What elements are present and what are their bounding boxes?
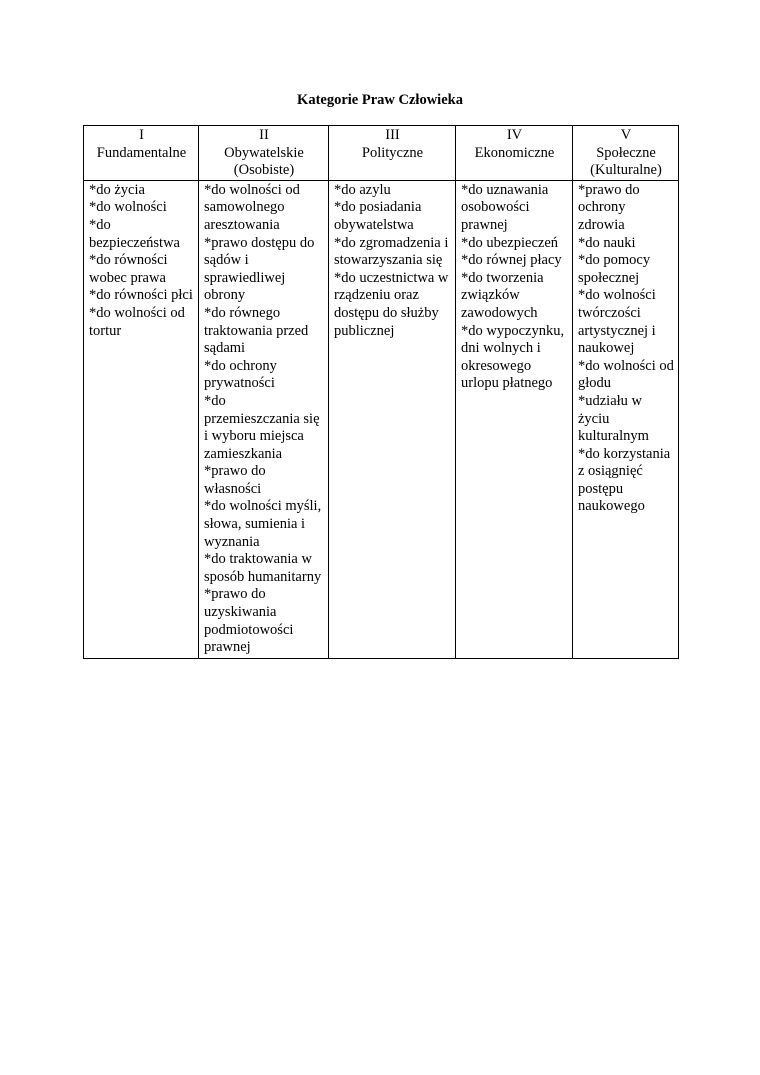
list-item: *do ochrony prywatności [204, 357, 277, 392]
column-ekonomiczne [456, 180, 573, 658]
page-title: Kategorie Praw Człowieka [297, 92, 463, 108]
header-numeral: III [385, 127, 400, 143]
rights-categories-table [83, 125, 679, 659]
header-obywatelskie [199, 126, 329, 181]
list-item: *do bezpieczeństwa [89, 216, 180, 251]
header-numeral: V [620, 127, 632, 143]
list-item: *do wypoczynku, dni wolnych i okresowego urlopu płatnego [461, 322, 565, 392]
list-item: *do równego traktowania przed sądami [204, 304, 309, 357]
list-item: *do uczestnictwa w rządzeniu oraz dostępu do służby publicznej [334, 269, 449, 339]
list-item: *do zgromadzenia i stowarzyszania się [334, 234, 449, 269]
column-spoleczne [573, 180, 679, 658]
list-item: *do uznawania osobowości prawnej [461, 181, 549, 233]
header-name: Polityczne [361, 144, 424, 161]
list-item: *do przemieszczania się i wyboru miejsca zamieszkania [204, 392, 320, 462]
table-header-row [84, 126, 679, 181]
list-item: *do wolności od samowolnego aresztowania [204, 181, 300, 233]
list-item: *prawo do uzyskiwania podmiotowości prawnej [204, 586, 294, 656]
header-numeral: IV [506, 127, 523, 143]
list-item: *do wolności [89, 199, 167, 216]
list-item: *do równości płci [89, 287, 193, 304]
list-item: *do wolności od tortur [89, 304, 185, 339]
column-fundamentalne [84, 180, 199, 658]
list-item: *do traktowania w sposób humanitarny [204, 551, 322, 585]
header-fundamentalne [84, 126, 199, 181]
list-item: *prawo dostępu do sądów i sprawiedliwej obrony [204, 234, 315, 304]
list-item: *do równej płacy [461, 252, 562, 269]
header-name: Obywatelskie [224, 144, 304, 161]
header-numeral: I [139, 127, 144, 143]
header-numeral: II [259, 127, 269, 143]
header-polityczne [329, 126, 456, 181]
header-name: Ekonomiczne [474, 144, 555, 161]
list-item: *do azylu [334, 181, 391, 198]
list-item: *do nauki [578, 234, 636, 251]
column-obywatelskie [199, 180, 329, 658]
list-item: *do ubezpieczeń [461, 234, 559, 251]
list-item: *prawo do ochrony zdrowia [578, 181, 640, 233]
table-row [84, 180, 679, 658]
list-item: *do pomocy społecznej [578, 252, 651, 286]
list-item: *do wolności myśli, słowa, sumienia i wyznania [204, 498, 322, 550]
header-ekonomiczne [456, 126, 573, 181]
list-item: *do wolności twórczości artystycznej i naukowej [578, 287, 656, 357]
header-spoleczne [573, 126, 679, 181]
list-item: *do posiadania obywatelstwa [334, 199, 422, 233]
list-item: *do korzystania z osiągnięć postępu naukowego [578, 445, 671, 515]
header-name: Fundamentalne [96, 144, 187, 161]
list-item: *do wolności od głodu [578, 357, 674, 392]
column-polityczne [329, 180, 456, 658]
header-subtitle: (Kulturalne) [590, 162, 662, 179]
list-item: *do życia [89, 181, 145, 198]
header-subtitle: (Osobiste) [233, 162, 295, 179]
list-item: *do tworzenia związków zawodowych [461, 269, 544, 321]
list-item: *do równości wobec prawa [89, 252, 168, 286]
list-item: *prawo do własności [204, 463, 266, 497]
header-name: Społeczne [596, 144, 656, 161]
list-item: *udziału w życiu kulturalnym [578, 392, 649, 445]
